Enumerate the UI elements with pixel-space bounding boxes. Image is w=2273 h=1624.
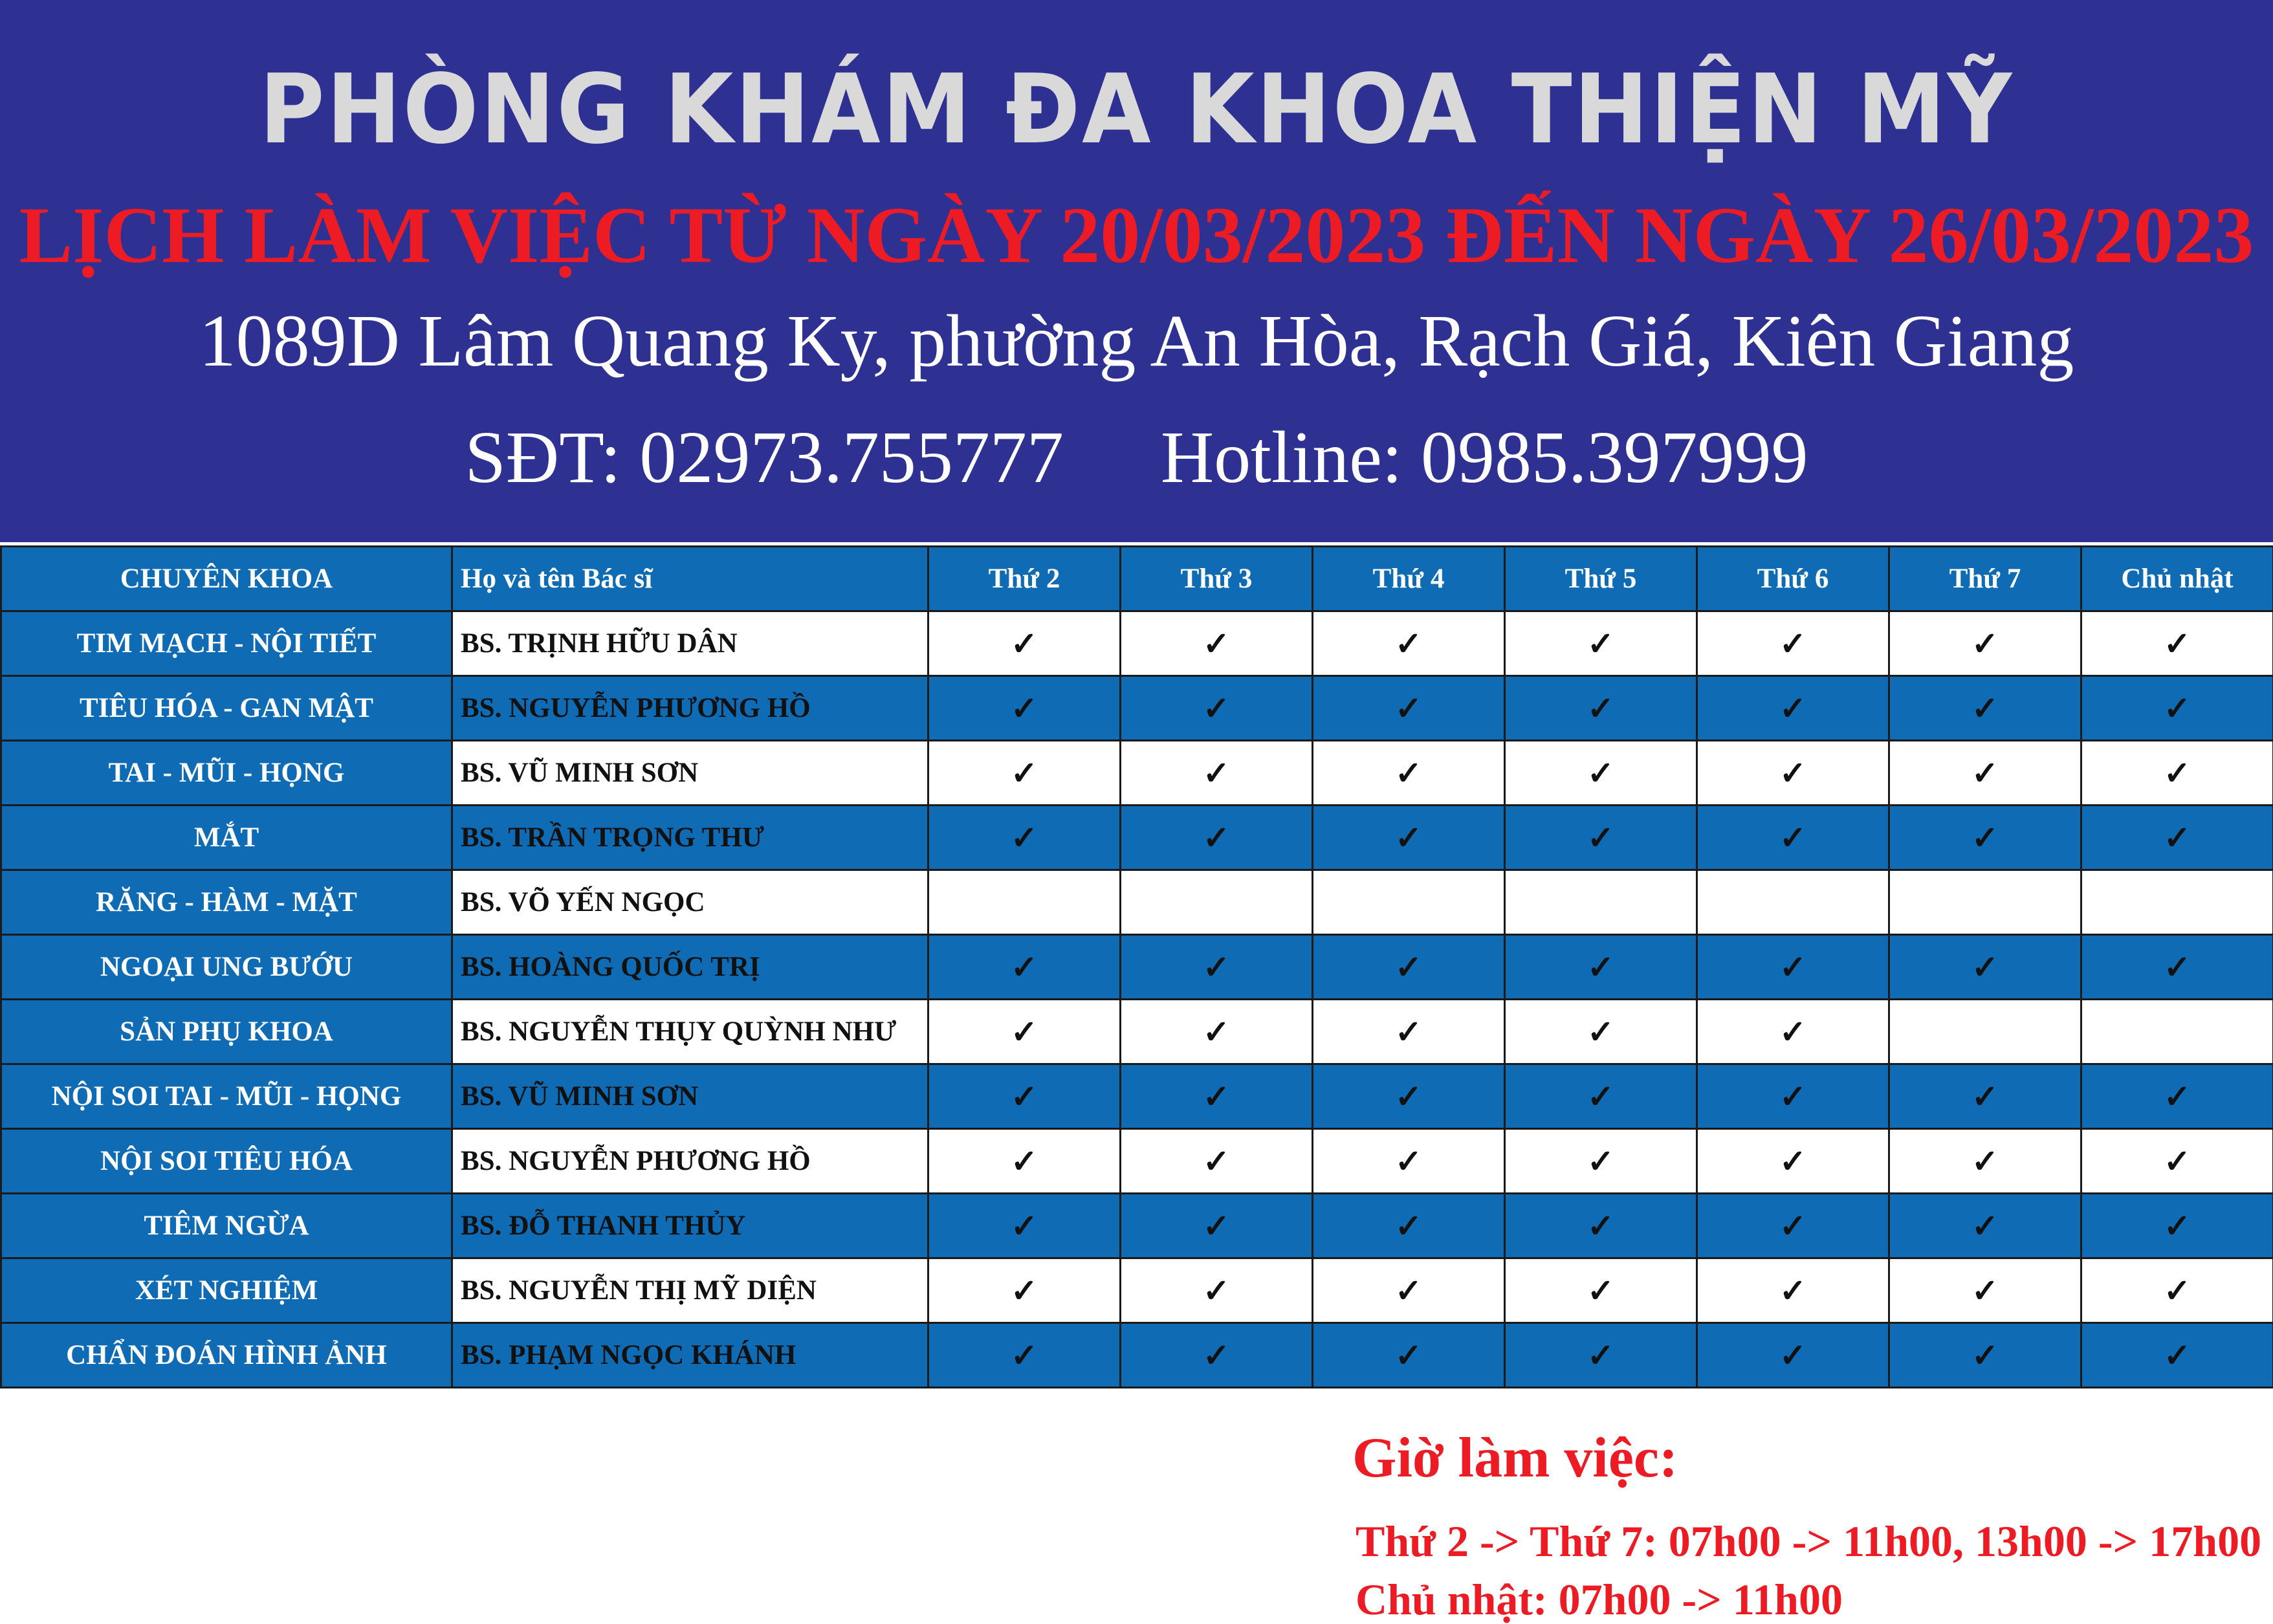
table-row — [1, 1323, 2273, 1388]
day-cell-wed — [1313, 870, 1505, 935]
day-cell-mon — [928, 741, 1121, 806]
check-icon: ✓ — [1971, 1337, 1999, 1374]
specialty-cell: RĂNG - HÀM - MẶT — [1, 870, 452, 935]
specialty-cell: MẮT — [1, 806, 452, 870]
doctor-cell: BS. TRẦN TRỌNG THƯ — [452, 806, 928, 870]
day-cell-mon — [928, 935, 1121, 1000]
table-row — [1, 611, 2273, 676]
check-icon: ✓ — [2164, 1079, 2191, 1115]
check-icon: ✓ — [1971, 1208, 1999, 1244]
check-icon: ✓ — [1779, 1208, 1806, 1244]
check-icon: ✓ — [1779, 626, 1806, 662]
check-icon: ✓ — [1011, 626, 1038, 662]
header-thu: Thứ 5 — [1505, 547, 1697, 611]
day-cell-sun — [2081, 611, 2273, 676]
day-cell-wed — [1313, 1323, 1505, 1388]
check-icon: ✓ — [1203, 1273, 1230, 1309]
phone-number: SĐT: 02973.755777 — [465, 416, 1064, 498]
table-row — [1, 935, 2273, 1000]
day-cell-mon — [928, 870, 1121, 935]
day-cell-fri — [1697, 1194, 1889, 1258]
check-icon: ✓ — [1203, 1014, 1230, 1050]
day-cell-sat — [1889, 935, 2081, 1000]
header-wed: Thứ 4 — [1313, 547, 1505, 611]
check-icon: ✓ — [2164, 820, 2191, 856]
day-cell-sat — [1889, 676, 2081, 741]
day-cell-sat — [1889, 870, 2081, 935]
check-icon: ✓ — [1203, 690, 1230, 727]
doctor-cell: BS. TRỊNH HỮU DÂN — [452, 611, 928, 676]
table-row — [1, 870, 2273, 935]
check-icon: ✓ — [1971, 755, 1999, 791]
day-cell-sat — [1889, 611, 2081, 676]
day-cell-thu — [1505, 1194, 1697, 1258]
working-hours — [1352, 1430, 2261, 1621]
check-icon: ✓ — [1011, 1273, 1038, 1309]
day-cell-sun — [2081, 935, 2273, 1000]
check-icon: ✓ — [1203, 1079, 1230, 1115]
day-cell-sat — [1889, 1323, 2081, 1388]
header-specialty: CHUYÊN KHOA — [1, 547, 452, 611]
day-cell-mon — [928, 611, 1121, 676]
specialty-cell: NỘI SOI TIÊU HÓA — [1, 1129, 452, 1194]
check-icon: ✓ — [1587, 626, 1614, 662]
header-banner — [0, 0, 2273, 542]
doctor-cell: BS. NGUYỄN THỤY QUỲNH NHƯ — [452, 1000, 928, 1064]
check-icon: ✓ — [1203, 1208, 1230, 1244]
check-icon: ✓ — [1395, 1143, 1422, 1180]
check-icon: ✓ — [1971, 1143, 1999, 1180]
day-cell-thu — [1505, 1129, 1697, 1194]
day-cell-sat — [1889, 1064, 2081, 1129]
check-icon: ✓ — [1779, 1079, 1806, 1115]
check-icon: ✓ — [1971, 626, 1999, 662]
day-cell-sun — [2081, 1194, 2273, 1258]
check-icon: ✓ — [1203, 755, 1230, 791]
day-cell-fri — [1697, 611, 1889, 676]
check-icon: ✓ — [1203, 1337, 1230, 1374]
check-icon: ✓ — [2164, 1208, 2191, 1244]
check-icon: ✓ — [1971, 949, 1999, 985]
day-cell-wed — [1313, 1129, 1505, 1194]
check-icon: ✓ — [1011, 690, 1038, 727]
specialty-cell: XÉT NGHIỆM — [1, 1258, 452, 1323]
clinic-title: PHÒNG KHÁM ĐA KHOA THIỆN MỸ — [80, 61, 2193, 157]
check-icon: ✓ — [2164, 1273, 2191, 1309]
check-icon: ✓ — [1203, 1143, 1230, 1180]
hotline-number: Hotline: 0985.397999 — [1161, 416, 1808, 498]
day-cell-mon — [928, 1000, 1121, 1064]
check-icon: ✓ — [1395, 820, 1422, 856]
check-icon: ✓ — [1587, 1208, 1614, 1244]
check-icon: ✓ — [1395, 1079, 1422, 1115]
day-cell-sat — [1889, 1258, 2081, 1323]
table-row — [1, 676, 2273, 741]
check-icon: ✓ — [2164, 949, 2191, 985]
day-cell-fri — [1697, 1323, 1889, 1388]
check-icon: ✓ — [2164, 1143, 2191, 1180]
weekday-hours: Thứ 2 -> Thứ 7: 07h00 -> 11h00, 13h00 -> 17h00 — [1356, 1519, 2261, 1563]
check-icon: ✓ — [1779, 1273, 1806, 1309]
day-cell-wed — [1313, 1194, 1505, 1258]
header-doctor: Họ và tên Bác sĩ — [452, 547, 928, 611]
day-cell-thu — [1505, 1064, 1697, 1129]
day-cell-tue — [1121, 1000, 1313, 1064]
check-icon: ✓ — [1971, 1079, 1999, 1115]
day-cell-wed — [1313, 935, 1505, 1000]
specialty-cell: TIM MẠCH - NỘI TIẾT — [1, 611, 452, 676]
day-cell-mon — [928, 1258, 1121, 1323]
day-cell-sun — [2081, 1064, 2273, 1129]
doctor-cell: BS. VŨ MINH SƠN — [452, 1064, 928, 1129]
day-cell-tue — [1121, 870, 1313, 935]
day-cell-sun — [2081, 806, 2273, 870]
day-cell-tue — [1121, 676, 1313, 741]
header-sun: Chủ nhật — [2081, 547, 2273, 611]
check-icon: ✓ — [1011, 1143, 1038, 1180]
day-cell-thu — [1505, 806, 1697, 870]
day-cell-mon — [928, 1323, 1121, 1388]
day-cell-thu — [1505, 1258, 1697, 1323]
header-mon: Thứ 2 — [928, 547, 1121, 611]
day-cell-fri — [1697, 1258, 1889, 1323]
specialty-cell: CHẨN ĐOÁN HÌNH ẢNH — [1, 1323, 452, 1388]
doctor-cell: BS. NGUYỄN THỊ MỸ DIỆN — [452, 1258, 928, 1323]
day-cell-sat — [1889, 1194, 2081, 1258]
day-cell-tue — [1121, 1323, 1313, 1388]
table-row — [1, 1000, 2273, 1064]
day-cell-sat — [1889, 1000, 2081, 1064]
specialty-cell: TIÊM NGỪA — [1, 1194, 452, 1258]
check-icon: ✓ — [1779, 820, 1806, 856]
sunday-hours: Chủ nhật: 07h00 -> 11h00 — [1356, 1577, 2261, 1621]
day-cell-tue — [1121, 1258, 1313, 1323]
day-cell-thu — [1505, 1323, 1697, 1388]
day-cell-thu — [1505, 870, 1697, 935]
day-cell-wed — [1313, 676, 1505, 741]
day-cell-sun — [2081, 1323, 2273, 1388]
check-icon: ✓ — [1587, 690, 1614, 727]
day-cell-fri — [1697, 676, 1889, 741]
check-icon: ✓ — [1203, 949, 1230, 985]
check-icon: ✓ — [1587, 1079, 1614, 1115]
day-cell-tue — [1121, 1194, 1313, 1258]
check-icon: ✓ — [1971, 820, 1999, 856]
day-cell-fri — [1697, 741, 1889, 806]
check-icon: ✓ — [1395, 626, 1422, 662]
day-cell-thu — [1505, 741, 1697, 806]
table-row — [1, 1064, 2273, 1129]
day-cell-thu — [1505, 1000, 1697, 1064]
check-icon: ✓ — [1779, 949, 1806, 985]
day-cell-wed — [1313, 611, 1505, 676]
check-icon: ✓ — [1395, 1273, 1422, 1309]
table-row — [1, 1194, 2273, 1258]
check-icon: ✓ — [1011, 949, 1038, 985]
day-cell-fri — [1697, 1129, 1889, 1194]
specialty-cell: TIÊU HÓA - GAN MẬT — [1, 676, 452, 741]
check-icon: ✓ — [1779, 1014, 1806, 1050]
day-cell-wed — [1313, 1064, 1505, 1129]
check-icon: ✓ — [1587, 1014, 1614, 1050]
day-cell-wed — [1313, 1000, 1505, 1064]
specialty-cell: NGOẠI UNG BƯỚU — [1, 935, 452, 1000]
schedule-table — [0, 545, 2273, 1388]
day-cell-thu — [1505, 611, 1697, 676]
day-cell-fri — [1697, 1000, 1889, 1064]
day-cell-thu — [1505, 676, 1697, 741]
table-row — [1, 806, 2273, 870]
doctor-cell: BS. HOÀNG QUỐC TRỊ — [452, 935, 928, 1000]
check-icon: ✓ — [1779, 1337, 1806, 1374]
table-row — [1, 741, 2273, 806]
check-icon: ✓ — [1395, 1337, 1422, 1374]
check-icon: ✓ — [1395, 1014, 1422, 1050]
day-cell-wed — [1313, 1258, 1505, 1323]
day-cell-fri — [1697, 935, 1889, 1000]
check-icon: ✓ — [2164, 626, 2191, 662]
header-tue: Thứ 3 — [1121, 547, 1313, 611]
specialty-cell: SẢN PHỤ KHOA — [1, 1000, 452, 1064]
day-cell-sun — [2081, 676, 2273, 741]
check-icon: ✓ — [1779, 1143, 1806, 1180]
day-cell-sat — [1889, 741, 2081, 806]
day-cell-sun — [2081, 1258, 2273, 1323]
header-sat: Thứ 7 — [1889, 547, 2081, 611]
doctor-cell: BS. NGUYỄN PHƯƠNG HỒ — [452, 1129, 928, 1194]
doctor-cell: BS. VŨ MINH SƠN — [452, 741, 928, 806]
header-fri: Thứ 6 — [1697, 547, 1889, 611]
check-icon: ✓ — [1779, 690, 1806, 727]
check-icon: ✓ — [1587, 1143, 1614, 1180]
doctor-cell: BS. PHẠM NGỌC KHÁNH — [452, 1323, 928, 1388]
check-icon: ✓ — [1395, 690, 1422, 727]
check-icon: ✓ — [1971, 690, 1999, 727]
day-cell-sun — [2081, 741, 2273, 806]
day-cell-wed — [1313, 806, 1505, 870]
day-cell-sat — [1889, 1129, 2081, 1194]
check-icon: ✓ — [1011, 820, 1038, 856]
schedule-period: LỊCH LÀM VIỆC TỪ NGÀY 20/03/2023 ĐẾN NGÀY 26/03/2023 — [0, 195, 2273, 276]
check-icon: ✓ — [1011, 1014, 1038, 1050]
day-cell-tue — [1121, 935, 1313, 1000]
schedule-body — [1, 611, 2273, 1388]
specialty-cell: NỘI SOI TAI - MŨI - HỌNG — [1, 1064, 452, 1129]
day-cell-tue — [1121, 1129, 1313, 1194]
day-cell-tue — [1121, 741, 1313, 806]
day-cell-mon — [928, 1194, 1121, 1258]
day-cell-fri — [1697, 870, 1889, 935]
day-cell-tue — [1121, 806, 1313, 870]
working-hours-title: Giờ làm việc: — [1352, 1430, 2261, 1487]
day-cell-wed — [1313, 741, 1505, 806]
day-cell-sun — [2081, 1129, 2273, 1194]
check-icon: ✓ — [1779, 755, 1806, 791]
doctor-cell: BS. NGUYỄN PHƯƠNG HỒ — [452, 676, 928, 741]
day-cell-fri — [1697, 806, 1889, 870]
check-icon: ✓ — [1971, 1273, 1999, 1309]
check-icon: ✓ — [1011, 755, 1038, 791]
check-icon: ✓ — [1011, 1208, 1038, 1244]
check-icon: ✓ — [2164, 755, 2191, 791]
check-icon: ✓ — [1587, 1337, 1614, 1374]
check-icon: ✓ — [1587, 820, 1614, 856]
check-icon: ✓ — [2164, 1337, 2191, 1374]
check-icon: ✓ — [1587, 949, 1614, 985]
day-cell-sun — [2081, 1000, 2273, 1064]
check-icon: ✓ — [1011, 1337, 1038, 1374]
day-cell-fri — [1697, 1064, 1889, 1129]
specialty-cell: TAI - MŨI - HỌNG — [1, 741, 452, 806]
check-icon: ✓ — [1203, 820, 1230, 856]
doctor-cell: BS. VÕ YẾN NGỌC — [452, 870, 928, 935]
check-icon: ✓ — [1587, 755, 1614, 791]
day-cell-sat — [1889, 806, 2081, 870]
table-row — [1, 1258, 2273, 1323]
check-icon: ✓ — [2164, 690, 2191, 727]
check-icon: ✓ — [1395, 949, 1422, 985]
check-icon: ✓ — [1587, 1273, 1614, 1309]
day-cell-tue — [1121, 1064, 1313, 1129]
clinic-address: 1089D Lâm Quang Ky, phường An Hòa, Rạch Giá, Kiên Giang — [0, 304, 2273, 378]
day-cell-sun — [2081, 870, 2273, 935]
day-cell-mon — [928, 806, 1121, 870]
day-cell-mon — [928, 1064, 1121, 1129]
check-icon: ✓ — [1395, 755, 1422, 791]
check-icon: ✓ — [1011, 1079, 1038, 1115]
contact-line — [0, 421, 2273, 494]
day-cell-mon — [928, 1129, 1121, 1194]
check-icon: ✓ — [1395, 1208, 1422, 1244]
day-cell-tue — [1121, 611, 1313, 676]
check-icon: ✓ — [1203, 626, 1230, 662]
table-header-row — [1, 547, 2273, 611]
doctor-cell: BS. ĐỖ THANH THỦY — [452, 1194, 928, 1258]
table-row — [1, 1129, 2273, 1194]
day-cell-mon — [928, 676, 1121, 741]
day-cell-thu — [1505, 935, 1697, 1000]
